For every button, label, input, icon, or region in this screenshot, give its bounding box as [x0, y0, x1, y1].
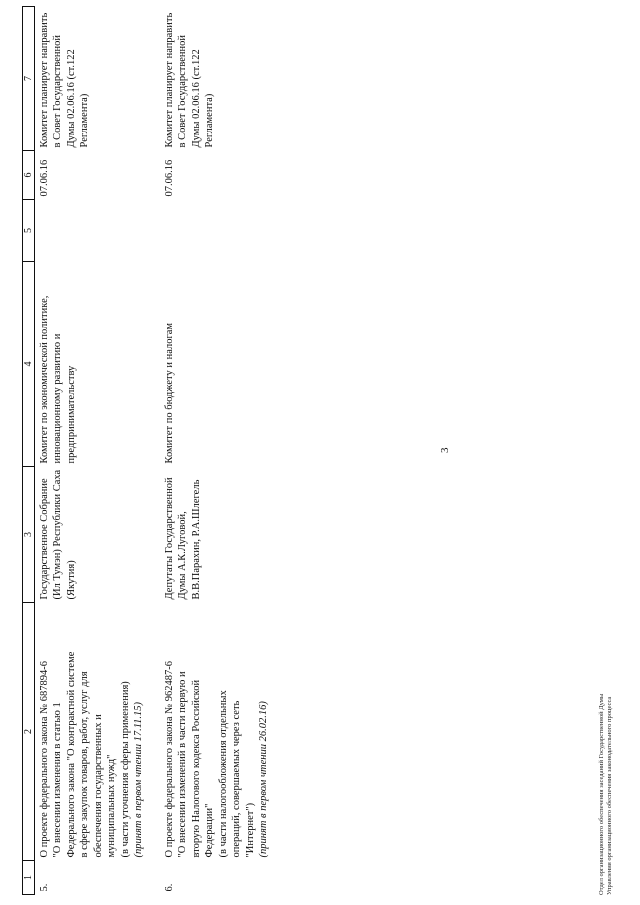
bill-title-line: "Интернет")	[244, 802, 256, 858]
footer	[598, 694, 615, 895]
row-number: 5.	[39, 883, 50, 892]
bill-title	[160, 603, 285, 861]
bill-title-line: (в части уточнения сферы применения)	[119, 681, 131, 858]
page-number: 3	[439, 447, 451, 453]
bills-table	[22, 6, 285, 895]
column-header-row	[23, 7, 35, 895]
column-header: 2	[23, 603, 35, 861]
bill-author: Государственное Собрание (Ил Тумэн) Республики Саха (Якутия)	[39, 469, 77, 600]
footer-line: Управления организационного обеспечения законодательного процесса	[606, 696, 614, 895]
note-cell: Комитет планирует направить в Совет Государственной Думы 02.06.16 (ст.122 Регламента)	[39, 12, 91, 148]
column-5-cell	[35, 200, 161, 262]
responsible-committee: Комитет по бюджету и налогам	[164, 322, 175, 464]
column-5-cell	[160, 200, 285, 262]
column-header: 7	[23, 7, 35, 151]
bill-title-line: вторую Налогового кодекса Российской	[190, 679, 202, 858]
bill-status: (принят в первом чтении 17.11.15)	[133, 701, 145, 858]
column-header: 3	[23, 467, 35, 603]
table-row	[160, 7, 285, 895]
responsible-committee: Комитет по экономической политике, инновационному развитию и предпринимательству	[39, 295, 77, 464]
date-cell: 07.06.16	[39, 159, 50, 197]
bill-title-line: О проекте федерального закона № 962487-6	[164, 660, 175, 858]
bill-status: (принят в первом чтении 26.02.16)	[258, 701, 270, 858]
footer-line: Отдел организационного обеспечения заседаний Государственной Думы	[598, 693, 605, 895]
bill-title-line: О проекте федерального закона № 687894-6	[39, 660, 50, 858]
table-row	[35, 7, 161, 895]
bill-title-line: "О внесении изменений в части первую и	[177, 671, 189, 858]
bill-title-line: "О внесении изменения в статью 1	[52, 702, 64, 858]
bill-title	[35, 603, 161, 861]
bill-title-line: Федерации"	[204, 803, 216, 858]
bill-title-line: муниципальных нужд"	[106, 754, 118, 858]
column-header: 4	[23, 262, 35, 467]
date-cell: 07.06.16	[164, 159, 175, 197]
bill-title-line: операций, совершаемых через сеть	[231, 700, 243, 858]
row-number: 6.	[164, 883, 175, 892]
note-cell: Комитет планирует направить в Совет Государственной Думы 02.06.16 (ст.122 Регламента)	[164, 12, 216, 148]
bill-title-line: (в части налогообложения отдельных	[217, 690, 229, 858]
bill-title-line: Федерального закона "О контрактной системе	[65, 651, 77, 858]
bill-title-line: в сфере закупок товаров, работ, услуг для	[79, 671, 91, 858]
bill-author: Депутаты Государственной Думы А.К.Луговой, В.В.Парахин, Р.А.Шлегель	[164, 477, 202, 600]
column-header: 5	[23, 200, 35, 262]
column-header: 6	[23, 151, 35, 200]
bill-title-line: обеспечения государственных и	[92, 714, 104, 858]
column-header: 1	[23, 861, 35, 895]
